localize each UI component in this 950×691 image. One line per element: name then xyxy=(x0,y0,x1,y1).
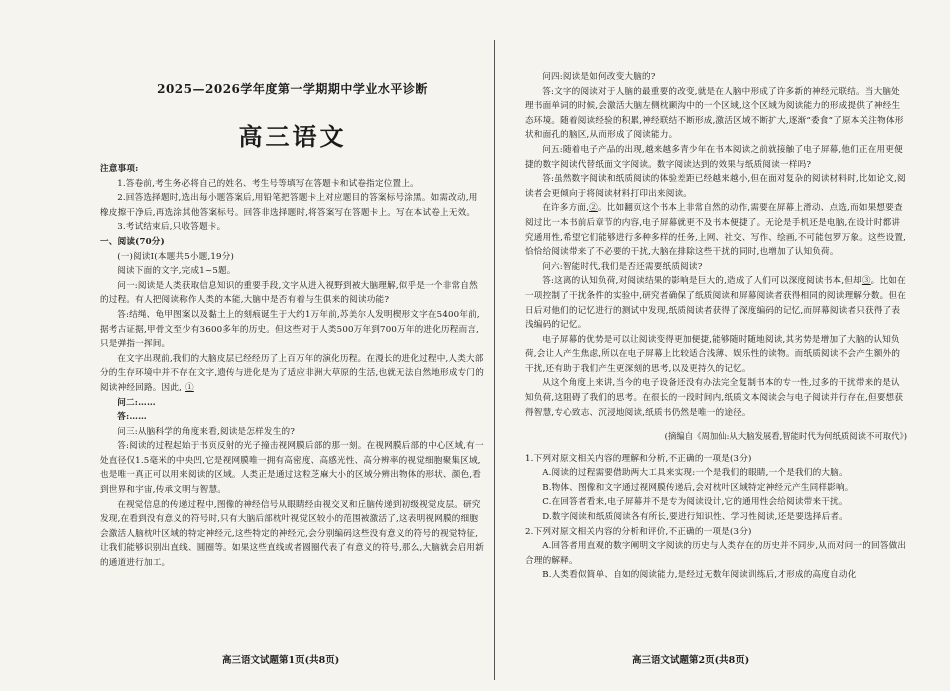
passage-text: 。比如翻页这个书本上非常自然的动作,需要在屏幕上滑动、点选,而如果想要查阅过比一本书前后章节的内容,电子屏幕就更不及书本便捷了。无论是手机还是电脑,在设计时都讲究通用性,希望它们能够进行多种多样的任务,上网、社交、写作、绘画,不可能包罗万象。这些设置,恰恰给阅读带来了不必要的干扰,大脑在排除这些干扰的同时,也增加了认知负荷。 xyxy=(525,203,907,258)
page-footer-1: 高三语文试题第1页(共8页) xyxy=(222,655,340,666)
source-note: (摘编自《周加仙:从大脑发展看,智能时代为何纸质阅读不可取代》) xyxy=(664,430,907,441)
passage-paragraph: 问一:阅读是人类获取信息知识的重要手段,文字从进入视野到被大脑理解,似乎是一个非常自然的过程。有人把阅读称作人类的本能,大脑中是否有着与生俱来的阅读功能? xyxy=(100,280,478,306)
question-stem: 1.下列对原文相关内容的理解和分析,不正确的一项是(3分) xyxy=(525,453,752,464)
answer-2: 答:…… xyxy=(117,412,147,423)
passage-paragraph: 问六:智能时代,我们是否还需要纸质阅读? xyxy=(542,261,703,272)
page-footer-2: 高三语文试题第2页(共8页) xyxy=(632,655,750,666)
notes-heading: 注意事项: xyxy=(100,164,139,174)
passage-text: 在许多方面, xyxy=(542,203,590,214)
question-option: B.人类看似简单、自如的阅读能力,是经过无数年阅读训练后,才形成的高度自动化 xyxy=(542,570,857,581)
passage-paragraph xyxy=(100,352,485,396)
page-2 xyxy=(525,70,907,583)
passage-paragraph: 在视觉信息的传递过程中,图像的神经信号从眼睛经由视交叉和丘脑传递到初级视觉皮层。研究发现,在看到没有意义的符号时,只有大脑后部枕叶视觉区较小的范围被激活了,这表明视网膜的细胞会激活人脑枕叶区域的特定神经元,这些特定的神经元,会分别编码这些没有意义的符号的视觉特征,让我们能够识别出直线、圆圈等。如果这些直线或者圆圈代表了有意义的符号,那么,大脑就会启用新的通道进行加工。 xyxy=(100,499,484,569)
question-option: B.物体、图像和文字通过视网膜传递后,会对枕叶区域特定神经元产生同样影响。 xyxy=(542,482,854,493)
passage-paragraph: 问三:从脑科学的角度来看,阅读是怎样发生的? xyxy=(117,426,296,437)
question-stem: 2.下列对原文相关内容的分析和评价,不正确的一项是(3分) xyxy=(525,526,752,537)
note-item: 3.考试结束后,只收答题卡。 xyxy=(117,222,226,233)
exam-title: 2025—2026学年度第一学期期中学业水平诊断 xyxy=(157,82,428,96)
question-option: A.阅读的过程需要借助两大工具来实现:一个是我们的眼睛,一个是我们的大脑。 xyxy=(542,468,848,479)
subsection-title: (一)阅读Ⅰ(本题共5小题,19分) xyxy=(117,251,235,262)
passage-paragraph: 问五:随着电子产品的出现,越来越多青少年在书本阅读之前就接触了电子屏幕,他们正在用更便捷的数字阅读代替纸面文字阅读。数字阅读达到的效果与纸质阅读一样吗? xyxy=(525,144,903,170)
blank-2: ② xyxy=(589,203,598,214)
passage-paragraph xyxy=(525,201,907,259)
subject-title: 高三语文 xyxy=(238,122,347,151)
instruction: 阅读下面的文字,完成1~5题。 xyxy=(117,266,236,277)
question-option: A.回答者用直观的数字阐明文字阅读的历史与人类存在的历史并不同步,从而对问一的回答做出合理的解释。 xyxy=(525,541,907,566)
question-option: C.在回答者看来,电子屏幕并不是专为阅读设计,它的通用性会给阅读带来干扰。 xyxy=(542,497,848,508)
blank-3: ③ xyxy=(861,276,871,287)
passage-paragraph: 问四:阅读是如何改变大脑的? xyxy=(542,72,656,82)
note-item: 2.回答选择题时,选出每小题答案后,用铅笔把答题卡上对应题目的答案标号涂黑。如需改动,用橡皮擦干净后,再选涂其他答案标号。回答非选择题时,将答案写在答题卡上。写在本试卷上无效。 xyxy=(100,193,478,218)
passage-text: 答:这离的认知负荷,对阅读结果的影响是巨大的,造成了人们可以深度阅读书本,但却 xyxy=(542,276,862,287)
passage-paragraph: 从这个角度上来讲,当今的电子设备还没有办法完全复制书本的专一性,过多的干扰带来的是认知负荷,这阻碍了我们的思考。在很长的一段时间内,纸质文本阅读会与电子阅读并行存在,但要想获得智慧,专心致志、沉浸地阅读,纸质书仍然是唯一的途径。 xyxy=(525,378,904,418)
question-option: D.数字阅读和纸质阅读各有所长,要进行知识性、学习性阅读,还是要选择后者。 xyxy=(542,512,848,522)
page-1 xyxy=(100,70,485,571)
question-2-heading: 问二:…… xyxy=(117,397,156,408)
passage-paragraph: 答:阅读的过程起始于书页反射的光子撞击视网膜后部的那一刻。在视网膜后部的中心区域,有一处直径仅1.5毫米的中央凹,它是视网膜唯一拥有高密度、高感光性、高分辨率的视觉细胞聚集区域,也是唯一真正可以用来阅读的区域。人类正是通过这粒芝麻大小的区域分辨出物体的形状、颜色,看到世界和宇宙,传承文明与智慧。 xyxy=(100,441,484,496)
passage-paragraph: 答:结绳、龟甲图案以及黏土上的刻痕诞生于大约1万年前,苏美尔人发明楔形文字在5400年前,据考古证据,甲骨文至少有3600多年的历史。但这些对于人类500万年到700万年的进化历程而言,只是弹指一挥间。 xyxy=(100,309,480,350)
passage-paragraph: 答:文字的阅读对于人脑的最重要的改变,就是在人脑中形成了许多新的神经元联结。当大脑处理书面单词的时候,会激活大脑左侧枕颞沟中的一个区域,这个区域为阅读能力的形成提供了神经生态环境。随着阅读经验的积累,神经联结不断形成,激活区域不断扩大,逐渐“委食”了原本关注物体形状和面孔的脑区,从而形成了阅读能力。 xyxy=(525,86,904,141)
passage-paragraph: 答:虽然数字阅读和纸质阅读的体验差距已经越来越小,但在面对复杂的阅读材料时,比如论文,阅读者会更倾向于将阅读材料打印出来阅读。 xyxy=(525,174,906,199)
passage-paragraph: 电子屏幕的优势是可以让阅读变得更加便捷,能够随时随地阅读,其劣势是增加了大脑的认知负荷,会让人产生焦虑,所以在电子屏幕上比较适合浅薄、娱乐性的读物。而纸质阅读不会产生额外的干扰,还有助于我们产生更深刻的思考,以及更持久的记忆。 xyxy=(525,334,901,374)
section-title: 一、阅读(70分) xyxy=(100,236,165,247)
passage-text: 。比如在一项控制了干扰条件的实验中,研究者确保了纸质阅读和屏幕阅读者获得相同的阅读理解分数。但在日后对他们的记忆进行的测试中发现,纸质阅读者获得了深度编码的记忆,而屏幕阅读者只获得了表浅编码的记忆。 xyxy=(525,276,907,331)
passage-paragraph xyxy=(525,274,907,332)
blank-1: ① xyxy=(185,382,194,393)
page-divider xyxy=(494,40,495,680)
note-item: 1.答卷前,考生务必将自己的姓名、考生号等填写在答题卡和试卷指定位置上。 xyxy=(117,178,419,189)
passage-text: 在文字出现前,我们的大脑皮层已经经历了上百万年的演化历程。在漫长的进化过程中,人类大部分的生存环境中并不存在文字,遗传与进化是为了适应非洲大草原的生活,也就无法自然地形成专门的阅读神经回路。因此, xyxy=(100,353,484,393)
